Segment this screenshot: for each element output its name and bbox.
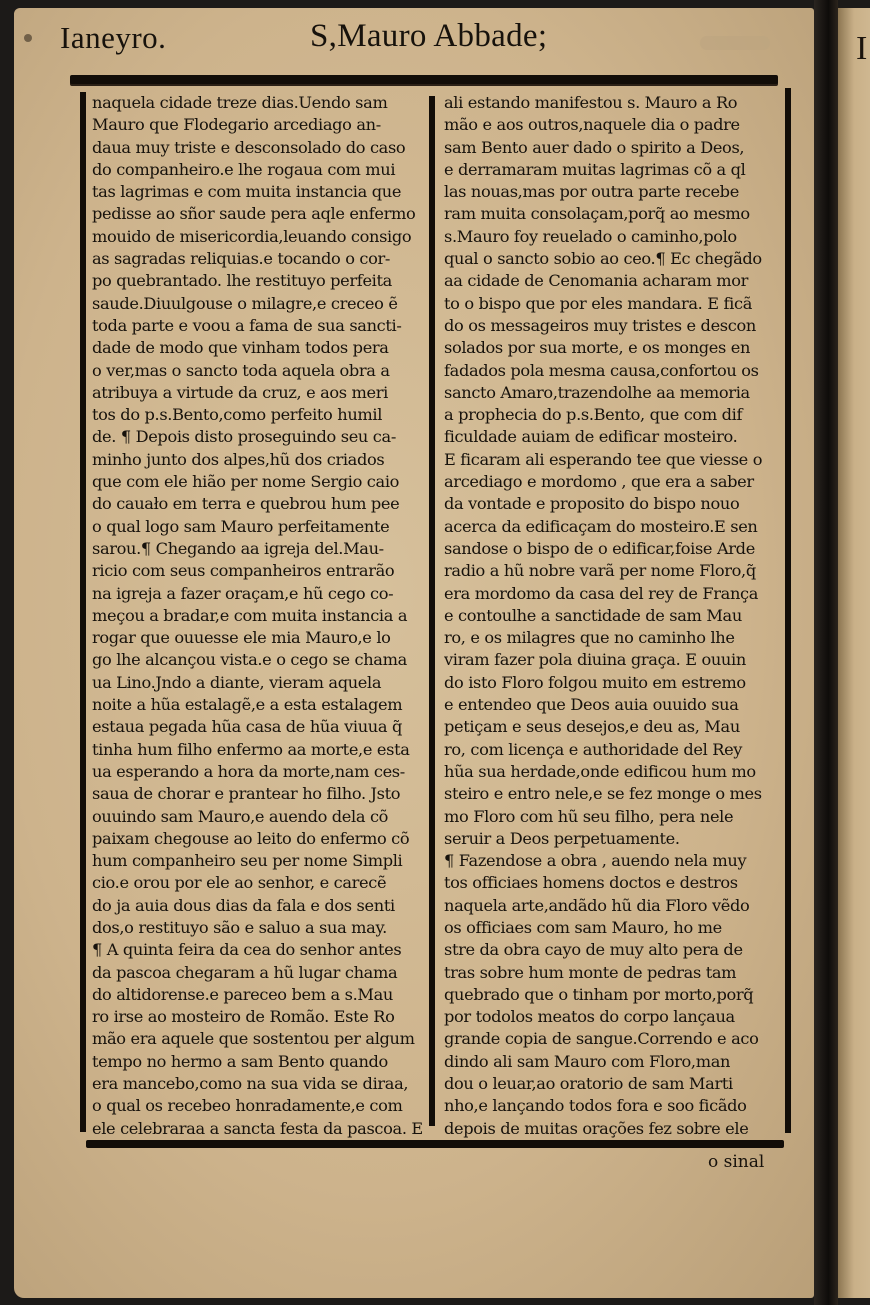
text-line: e entendeo que Deos auia ouuido sua [444, 695, 739, 715]
middle-column-rule [429, 96, 435, 1126]
text-line: ¶ Fazendose a obra , auendo nela muy [444, 851, 747, 871]
text-line: de. ¶ Depois disto proseguindo seu ca- [92, 427, 396, 447]
text-line: mouido de misericordia,leuando consigo [92, 226, 412, 246]
text-line: rogar que ouuesse ele mia Mauro,e lo [92, 628, 391, 648]
text-line: petiçam e seus desejos,e deu as, Mau [444, 717, 740, 737]
text-line: dou o leuar,ao oratorio de sam Marti [444, 1074, 733, 1094]
text-line: seruir a Deos perpetuamente. [444, 828, 680, 848]
text-line: o qual logo sam Mauro perfeitamente [92, 516, 390, 536]
text-line: ¶ A quinta feira da cea do senhor antes [92, 940, 402, 960]
text-line: tempo no hermo a sam Bento quando [92, 1051, 388, 1071]
text-line: pedisse ao sñor saude pera aqle enfermo [92, 204, 416, 224]
book-gutter [814, 0, 838, 1305]
facing-page-letter: I [856, 30, 868, 67]
text-line: noite a hũa estalagẽ,e a esta estalagem [92, 695, 403, 715]
text-line: stre da obra cayo de muy alto pera de [444, 940, 743, 960]
text-line: sancto Amaro,trazendolhe aa memoria [444, 382, 750, 402]
margin-mark [24, 34, 32, 42]
text-line: to o bispo que por eles mandara. E ficã [444, 293, 752, 313]
text-line: mo Floro com hũ seu filho, pera nele [444, 806, 734, 826]
text-line: depois de muitas orações fez sobre ele [444, 1118, 749, 1138]
text-line: viram fazer pola diuina graça. E ouuin [444, 650, 746, 670]
text-line: quebrado que o tinham por morto,porq̃ [444, 984, 754, 1004]
text-column-left [92, 92, 428, 1140]
text-line: ro irse ao mosteiro de Romão. Este Ro [92, 1007, 395, 1027]
text-line: do cauało em terra e quebrou hum pee [92, 494, 400, 514]
text-line: o qual os recebeo honradamente,e com [92, 1096, 403, 1116]
text-line: daua muy triste e desconsolado do caso [92, 137, 406, 157]
bottom-rule [86, 1140, 784, 1148]
text-line: as sagradas reliquias.e tocando o cor- [92, 249, 391, 269]
text-line: tas lagrimas e com muita instancia que [92, 182, 402, 202]
text-line: ram muita consolaçam,porq̃ ao mesmo [444, 204, 750, 224]
text-line: E ficaram ali esperando tee que viesse o [444, 449, 763, 469]
text-line: saude.Diuulgouse o milagre,e creceo ẽ [92, 293, 398, 313]
text-line: era mancebo,como na sua vida se diraa, [92, 1074, 409, 1094]
text-line: ele celebraraa a sancta festa da pascoa. E [92, 1118, 423, 1138]
text-line: po quebrantado. lhe restituyo perfeita [92, 271, 392, 291]
text-line: nho,e lançando todos fora e soo ficãdo [444, 1096, 747, 1116]
text-line: ouuindo sam Mauro,e auendo dela cõ [92, 806, 389, 826]
right-column-rule [785, 88, 791, 1133]
facing-page-edge [838, 8, 870, 1298]
text-line: tos do p.s.Bento,como perfeito humil [92, 405, 383, 425]
text-line: do isto Floro folgou muito em estremo [444, 672, 746, 692]
text-line: naquela cidade treze dias.Uendo sam [92, 93, 388, 112]
text-line: minho junto dos alpes,hũ dos criados [92, 449, 385, 469]
text-line: ua esperando a hora da morte,nam ces- [92, 761, 405, 781]
text-line: os officiaes com sam Mauro, ho me [444, 917, 722, 937]
text-line: mão e aos outros,naquele dia o padre [444, 115, 740, 135]
paper-stain [700, 36, 770, 50]
text-line: paixam chegouse ao leito do enfermo cõ [92, 828, 410, 848]
text-line: las nouas,mas por outra parte recebe [444, 182, 739, 202]
left-column-rule [80, 92, 86, 1132]
text-line: a prophecia do p.s.Bento, que com dif [444, 405, 743, 425]
text-line: do companheiro.e lhe rogaua com mui [92, 159, 396, 179]
text-line: o ver,mas o sancto toda aquela obra a [92, 360, 390, 380]
text-line: toda parte e voou a fama de sua sancti- [92, 315, 402, 335]
text-line: tos officiaes homens doctos e destros [444, 873, 738, 893]
text-line: saua de chorar e prantear ho filho. Jsto [92, 784, 401, 804]
text-line: dos,o restituyo são e saluo a sua may. [92, 917, 387, 937]
text-line: aa cidade de Cenomania acharam mor [444, 271, 749, 291]
text-line: naquela arte,andãdo hũ dia Floro vẽdo [444, 895, 750, 915]
running-head-title: S,Mauro Abbade; [310, 18, 548, 54]
text-line: sarou.¶ Chegando aa igreja del.Mau- [92, 538, 384, 558]
text-line: sam Bento auer dado o spirito a Deos, [444, 137, 745, 157]
text-line: sandose o bispo de o edificar,foise Arde [444, 538, 755, 558]
text-line: estaua pegada hũa casa de hũa viuua q̃ [92, 717, 402, 737]
text-line: fadados pola mesma causa,confortou os [444, 360, 759, 380]
text-line: acerca da edificaçam do mosteiro.E sen [444, 516, 758, 536]
text-line: Mauro que Flodegario arcediago an- [92, 115, 381, 135]
text-line: do ja auia dous dias da fala e dos senti [92, 895, 395, 915]
text-line: e contoulhe a sanctidade de sam Mau [444, 605, 742, 625]
text-line: e derramaram muitas lagrimas cõ a ql [444, 159, 746, 179]
text-line: go lhe alcançou vista.e o cego se chama [92, 650, 407, 670]
text-line: dade de modo que vinham todos pera [92, 338, 389, 358]
text-line: ali estando manifestou s. Mauro a Ro [444, 93, 738, 112]
text-line: hum companheiro seu per nome Simpli [92, 851, 403, 871]
text-line: hũa sua herdade,onde edificou hum mo [444, 761, 756, 781]
text-line: steiro e entro nele,e se fez monge o mes [444, 784, 762, 804]
text-line: cio.e orou por ele ao senhor, e carecẽ [92, 873, 387, 893]
text-line: meçou a bradar,e com muita instancia a [92, 605, 408, 625]
text-line: atribuya a virtude da cruz, e aos meri [92, 382, 389, 402]
text-line: da vontade e proposito do bispo nouo [444, 494, 740, 514]
text-line: qual o sancto sobio ao ceo.¶ Ec chegãdo [444, 249, 762, 269]
text-column-right [444, 92, 780, 1140]
text-line: solados por sua morte, e os monges en [444, 338, 751, 358]
top-rule [70, 75, 778, 84]
text-line: tinha hum filho enfermo aa morte,e esta [92, 739, 410, 759]
text-line: s.Mauro foy reuelado o caminho,polo [444, 226, 737, 246]
text-line: ricio com seus companheiros entrarão [92, 561, 395, 581]
text-line: ua Lino.Jndo a diante, vieram aquela [92, 672, 382, 692]
text-line: da pascoa chegaram a hũ lugar chama [92, 962, 398, 982]
text-line: na igreja a fazer oraçam,e hũ cego co- [92, 583, 394, 603]
text-line: ro, e os milagres que no caminho lhe [444, 628, 735, 648]
text-line: ro, com licença e authoridade del Rey [444, 739, 743, 759]
text-line: grande copia de sangue.Correndo e aco [444, 1029, 759, 1049]
text-line: por todolos meatos do corpo lançaua [444, 1007, 735, 1027]
text-line: tras sobre hum monte de pedras tam [444, 962, 737, 982]
text-line: radio a hũ nobre varã per nome Floro,q̃ [444, 561, 756, 581]
catchword: o sinal [708, 1152, 765, 1172]
text-line: do altidorense.e pareceo bem a s.Mau [92, 984, 393, 1004]
text-line: que com ele hião per nome Sergio caio [92, 472, 400, 492]
text-line: do os messageiros muy tristes e descon [444, 315, 756, 335]
text-line: ficuldade auiam de edificar mosteiro. [444, 427, 738, 447]
running-head-month: Ianeyro. [60, 20, 167, 55]
text-line: arcediago e mordomo , que era a saber [444, 472, 754, 492]
text-line: era mordomo da casa del rey de França [444, 583, 759, 603]
text-line: mão era aquele que sostentou per algum [92, 1029, 415, 1049]
text-line: dindo ali sam Mauro com Floro,man [444, 1051, 731, 1071]
